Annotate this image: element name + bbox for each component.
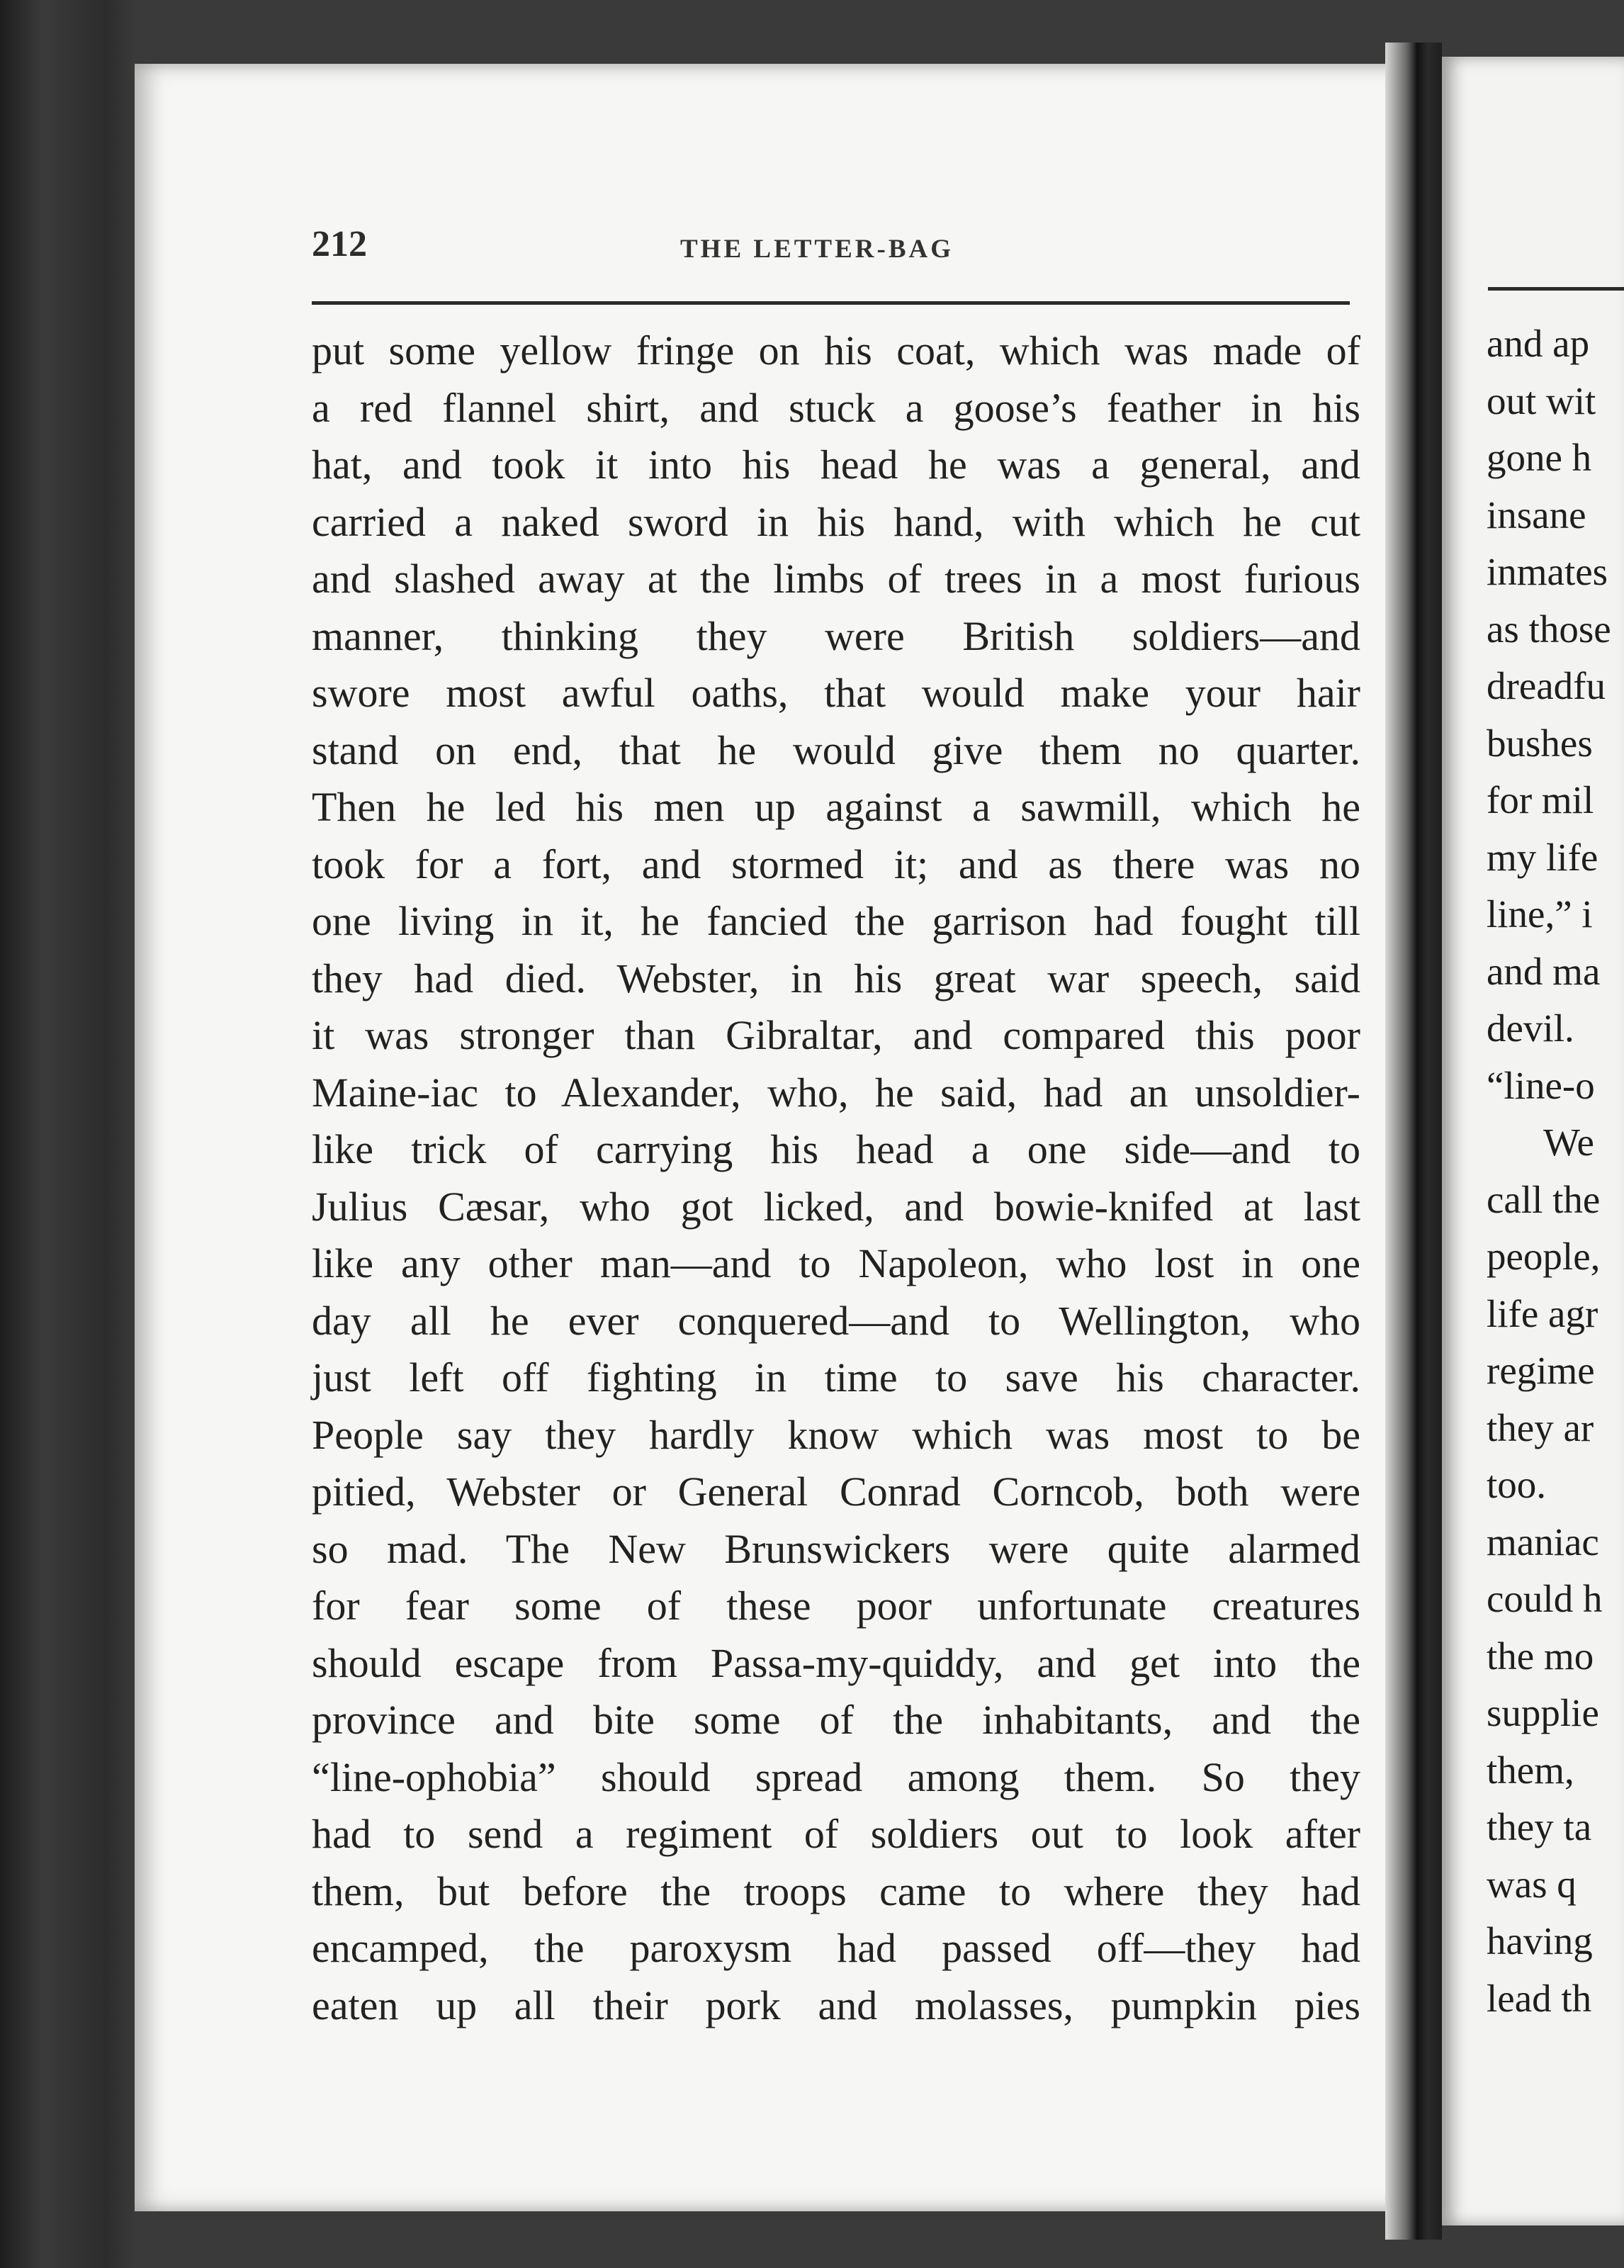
facing-text-line: they ar (1487, 1405, 1594, 1449)
text-line: they had died. Webster, in his great war speech, said (312, 955, 1360, 1001)
text-line: manner, thinking they were British soldiers—and (312, 612, 1360, 659)
text-line: one living in it, he fancied the garrison had fought till (312, 898, 1360, 944)
facing-text-line: my life (1487, 835, 1598, 879)
header-rule (312, 301, 1350, 305)
facing-text-line: and ma (1487, 949, 1601, 993)
facing-text-line: inmates (1487, 550, 1608, 593)
text-line: should escape from Passa-my-quiddy, and get into the (312, 1639, 1360, 1686)
text-line: Then he led his men up against a sawmill, which he (312, 784, 1360, 830)
facing-text-line: line,” i (1487, 892, 1593, 936)
text-line: Maine-iac to Alexander, who, he said, had an unsoldier- (312, 1069, 1360, 1116)
text-line: had to send a regiment of soldiers out to look after (312, 1811, 1360, 1857)
facing-text-line: could h (1487, 1577, 1603, 1620)
facing-text-line: regime (1487, 1349, 1595, 1392)
facing-text-line: was q (1487, 1862, 1577, 1906)
facing-text-line: gone h (1487, 436, 1592, 479)
facing-text-line: supplie (1487, 1691, 1599, 1734)
text-line: just left off fighting in time to save his character. (312, 1354, 1360, 1400)
facing-text-line: out wit (1487, 378, 1596, 422)
text-line: so mad. The New Brunswickers were quite alarmed (312, 1525, 1360, 1572)
facing-text-line: devil. (1487, 1006, 1574, 1050)
text-line: People say they hardly know which was most to be (312, 1411, 1360, 1458)
text-line: Julius Cæsar, who got licked, and bowie-knifed at last (312, 1183, 1360, 1230)
facing-text-line: dreadfu (1487, 664, 1606, 707)
text-line: like trick of carrying his head a one side—and to (312, 1126, 1360, 1172)
facing-text-line: for mil (1487, 778, 1594, 821)
book-gutter (1385, 43, 1442, 2240)
text-line: swore most awful oaths, that would make your hair (312, 670, 1360, 716)
facing-text-line: bushes (1487, 721, 1593, 765)
text-line: pitied, Webster or General Conrad Corncob, both were (312, 1469, 1360, 1515)
text-line: eaten up all their pork and molasses, pumpkin pies (312, 1982, 1360, 2028)
facing-text-line: them, (1487, 1748, 1574, 1792)
text-line: put some yellow fringe on his coat, which was made of (312, 327, 1360, 374)
text-line: it was stronger than Gibraltar, and compared this poor (312, 1012, 1360, 1058)
facing-text-line: call the (1487, 1177, 1601, 1221)
text-line: province and bite some of the inhabitants, and the (312, 1697, 1360, 1743)
facing-text-line: having (1487, 1919, 1593, 1963)
facing-page-text (1487, 315, 1624, 2027)
facing-text-line: as those (1487, 607, 1611, 651)
facing-text-line: people, (1487, 1235, 1601, 1278)
facing-text-line: lead th (1487, 1976, 1592, 2020)
facing-text-line: and ap (1487, 322, 1590, 365)
facing-text-line: maniac (1487, 1520, 1599, 1564)
facing-text-line: too. (1487, 1463, 1547, 1506)
text-line: them, but before the troops came to where they had (312, 1868, 1360, 1914)
text-line: for fear some of these poor unfortunate creatures (312, 1583, 1360, 1629)
facing-text-line: insane (1487, 493, 1586, 537)
facing-text-line: the mo (1487, 1634, 1594, 1678)
facing-text-line: they ta (1487, 1805, 1592, 1848)
text-line: stand on end, that he would give them no quarter. (312, 726, 1360, 773)
facing-text-line: We (1543, 1121, 1594, 1164)
text-line: day all he ever conquered—and to Wellington, who (312, 1297, 1360, 1344)
page-number: 212 (312, 224, 367, 264)
body-text (312, 322, 1360, 2034)
text-line: and slashed away at the limbs of trees in a most furious (312, 556, 1360, 602)
text-line: like any other man—and to Napoleon, who lost in one (312, 1240, 1360, 1286)
text-line: “line-ophobia” should spread among them. So they (312, 1753, 1360, 1800)
text-line: a red flannel shirt, and stuck a goose’s feather in his (312, 384, 1360, 431)
facing-text-line: “line-o (1487, 1063, 1595, 1107)
text-line: encamped, the paroxysm had passed off—they had (312, 1925, 1360, 1971)
text-line: carried a naked sword in his hand, with which he cut (312, 498, 1360, 545)
text-line: hat, and took it into his head he was a general, and (312, 442, 1360, 488)
text-line: took for a fort, and stormed it; and as there was no (312, 841, 1360, 887)
facing-page-rule (1488, 287, 1624, 291)
facing-text-line: life agr (1487, 1291, 1598, 1335)
running-head: THE LETTER-BAG (680, 235, 954, 264)
